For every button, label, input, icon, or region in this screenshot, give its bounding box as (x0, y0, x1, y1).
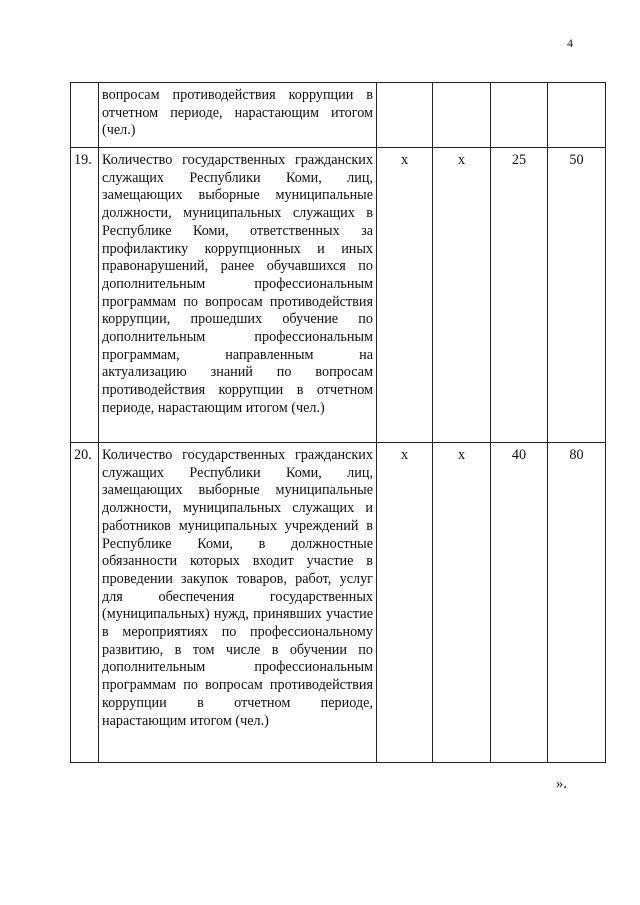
table-row-20 (71, 443, 606, 763)
value-cell: 40 (491, 443, 548, 763)
indicator-text: Количество государственных гражданских служащих Республики Коми, лиц, замещающих выборные муниципальные должности, муниципальных служащих и работников муниципальных учреждений в Республике Коми, в должностные обязанности которых входит участие в проведении закупок товаров, работ, услуг для обеспечения государственных (муниципальных) нужд, принявших участие в мероприятиях по профессиональному развитию, в том числе в обучении по дополнительным профессиональным программам по вопросам противодействия коррупции в отчетном периоде, нарастающим итогом (чел.) (99, 443, 377, 763)
value-cell (548, 83, 606, 148)
page-number: 4 (567, 36, 573, 50)
indicator-text: Количество государственных гражданских служащих Республики Коми, лиц, замещающих выборные муниципальные должности, муниципальных служащих в Республике Коми, ответственных за профилактику коррупционных и иных правонарушений, ранее обучавшихся по дополнительным профессиональным программам по вопросам противодействия коррупции, прошедших обучение по дополнительным профессиональным программам, направленным на актуализацию знаний по вопросам противодействия коррупции в отчетном периоде, нарастающим итогом (чел.) (99, 148, 377, 443)
indicators-table (70, 82, 606, 763)
row-number (71, 83, 99, 148)
value-cell: x (377, 148, 433, 443)
indicator-text: вопросам противодействия коррупции в отчетном периоде, нарастающим итогом (чел.) (99, 83, 377, 148)
value-cell: 80 (548, 443, 606, 763)
row-number: 19. (71, 148, 99, 443)
value-cell (491, 83, 548, 148)
table-row-continuation (71, 83, 606, 148)
closing-quote-mark: ». (556, 776, 567, 792)
value-cell (433, 83, 491, 148)
value-cell (377, 83, 433, 148)
value-cell: x (433, 148, 491, 443)
row-number: 20. (71, 443, 99, 763)
value-cell: 25 (491, 148, 548, 443)
table-row-19 (71, 148, 606, 443)
value-cell: x (377, 443, 433, 763)
value-cell: x (433, 443, 491, 763)
value-cell: 50 (548, 148, 606, 443)
